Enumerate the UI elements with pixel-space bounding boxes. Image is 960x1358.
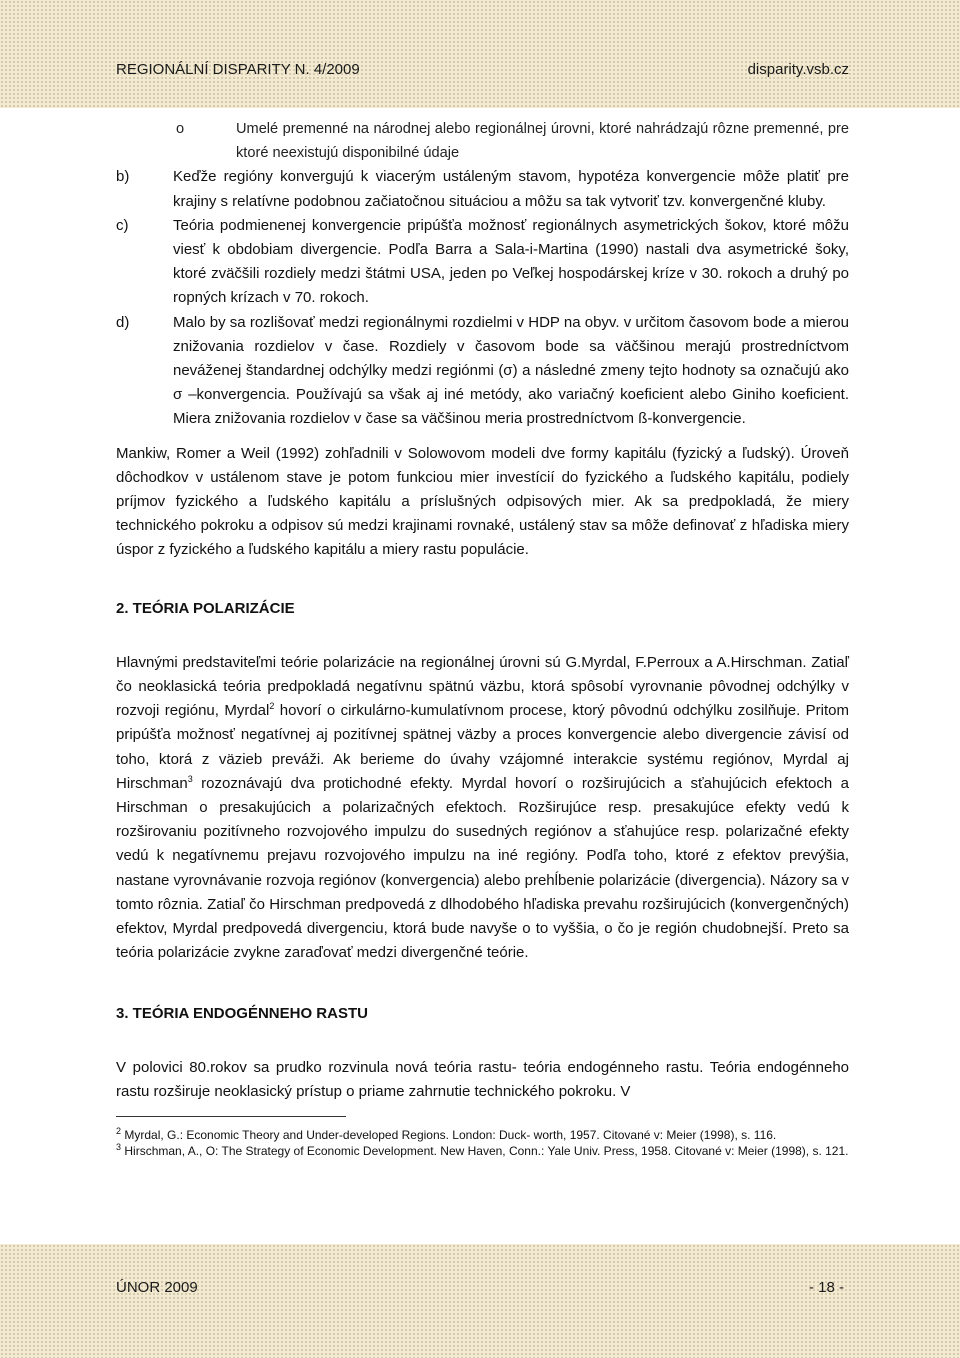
list-text: Keďže regióny konvergujú k viacerým ustáleným stavom, hypotéza konvergencie môže platiť pre krajiny s relatívne podobnou začiatočnou situáciou a môžu sa tak vytvoriť tzv. konvergenčné kluby. <box>173 168 849 210</box>
list-text: Teória podmienenej konvergencie pripúšťa možnosť regionálnych asymetrických šokov, ktoré môžu viesť k obdobiam divergencie. Podľa Barra a Sala-i-Martina (1990) nastali dva asymetrické šoky, ktoré zväčšili rozdiely medzi štátmi USA, jeden po Veľkej hospodárskej kríze v 30. rokoch a druhý po ropných krízach v 70. rokoch. <box>173 216 849 307</box>
footer-date: ÚNOR 2009 <box>116 1279 198 1296</box>
paragraph-polarization <box>116 651 849 966</box>
page-body <box>116 108 849 1159</box>
list-item-b <box>116 165 849 213</box>
section-3-heading: 3. TEÓRIA ENDOGÉNNEHO RASTU <box>116 1004 368 1022</box>
paragraph-endogenous: V polovici 80.rokov sa prudko rozvinula nová teória rastu- teória endogénneho rastu. Teória endogénneho rastu rozširuje neoklasický prístup o priame zahrnutie technického pokroku. V <box>116 1058 849 1100</box>
section-2-heading: 2. TEÓRIA POLARIZÁCIE <box>116 599 295 617</box>
footnote-text: Hirschman, A., O: The Strategy of Economic Development. New Haven, Conn.: Yale Univ. Press, 1958. Citované v: Meier (1998), s. 121. <box>124 1144 849 1159</box>
footnote-3 <box>116 1143 849 1159</box>
polarization-text-3: rozoznávajú dva protichodné efekty. Myrdal hovorí o rozširujúcich a sťahujúcich efektoch a Hirschman o presakujúcich a polarizačných efektoch. Rozširujúce resp. presakujúce efekty vedú k rozširovaniu pozitívneho rozvojového impulzu do susedných regiónov a sťahujúce resp. polarizačné efekty vedú k negatívnemu prejavu rozvojového impulzu na iné regióny. Podľa toho, ktoré z efektov prevýšia, nastane vyrovnávanie rozvoja regiónov (konvergencia) alebo prehĺbenie polarizácie (divergencia). Názory sa v tomto rôznia. Zatiaľ čo Hirschman predpovedá z dlhodobého hľadiska prevahu rozširujúcich (konvergenčných) efektov, Myrdal predpovedá divergenciu, ktorá bude navyše o to vyššia, o čo je región chudobnejší. Preto sa teória polarizácie zvykne zaraďovať medzi divergenčné teórie. <box>116 774 849 962</box>
polarization-text-2: hovorí o cirkulárno-kumulatívnom procese, ktorý pôvodnú odchýlku zosilňuje. Pritom pripúšťa možnosť negatívnej aj pozitívnej spätnej väzby a proces konvergencie alebo divergencie závisí od toho, ktorá z väzieb preváži. Ak berieme do úvahy vzájomné interakcie systému regiónov, Myrdal aj Hirschman <box>116 702 849 792</box>
footnote-divider <box>116 1116 346 1117</box>
list-text: Malo by sa rozlišovať medzi regionálnymi rozdielmi v HDP na obyv. v určitom časovom bode a mierou znižovania rozdielov v čase. Rozdiely v časovom bode sa väčšinou merajú prostredníctvom neváženej štandardnej odchýlky medzi regiónmi (σ) a následné zmeny tejto hodnoty sa označujú ako σ –konvergencia. Používajú sa však aj iné metódy, ako variačný koeficient alebo Giniho koeficient. Miera znižovania rozdielov v čase sa väčšinou meria prostredníctvom ß-konvergencie. <box>173 313 849 428</box>
polarization-text-1: Hlavnými predstaviteľmi teórie polarizácie na regionálnej úrovni sú G.Myrdal, F.Perroux a A.Hirschman. Zatiaľ čo neoklasická teória predpokladá negatívnu spätnú väzbu, ktorá spôsobí vyrovnanie pôvodnej odchýlky v rozvoji regiónu, Myrdal <box>116 653 849 720</box>
footnote-2 <box>116 1127 849 1143</box>
bullet-mark: o <box>176 121 185 137</box>
list-item-c <box>116 214 849 311</box>
paragraph-mankiw: Mankiw, Romer a Weil (1992) zohľadnili v Solowovom modeli dve formy kapitálu (fyzický a ľudský). Úroveň dôchodkov v ustálenom stave je potom funkciou mier investícií do fyzického a ľudského kapitálu, podiely príjmov fyzického a ľudského kapitálu a príslušných odpisových mier. Ak sa predpokladá, že miery technického pokroku a odpisov sú medzi krajinami rovnaké, ustálený stav sa môže definovať z hľadiska miery úspor z fyzického a ľudského kapitálu a miery rastu populácie. <box>116 444 849 559</box>
site-link[interactable]: disparity.vsb.cz <box>747 61 849 78</box>
footnote-ref-3[interactable]: 3 <box>187 773 193 784</box>
page-number: - 18 - <box>808 1279 844 1296</box>
footnote-ref-2[interactable]: 2 <box>269 701 275 712</box>
bullet-item <box>176 117 849 165</box>
footer-band <box>0 1244 960 1358</box>
list-item-d <box>116 311 849 432</box>
footnote-number: 3 <box>116 1142 122 1153</box>
footnote-number: 2 <box>116 1126 122 1137</box>
journal-title: REGIONÁLNÍ DISPARITY N. 4/2009 <box>116 61 360 78</box>
list-label: c) <box>116 216 129 234</box>
list-label: b) <box>116 168 130 186</box>
bullet-text: Umelé premenné na národnej alebo regionálnej úrovni, ktoré nahrádzajú rôzne premenné, pre ktoré neexistujú disponibilné údaje <box>236 121 849 162</box>
list-label: d) <box>116 313 130 331</box>
header-band <box>0 0 960 108</box>
footnote-text: Myrdal, G.: Economic Theory and Under-developed Regions. London: Duck- worth, 1957. Citované v: Meier (1998), s. 116. <box>124 1128 777 1143</box>
